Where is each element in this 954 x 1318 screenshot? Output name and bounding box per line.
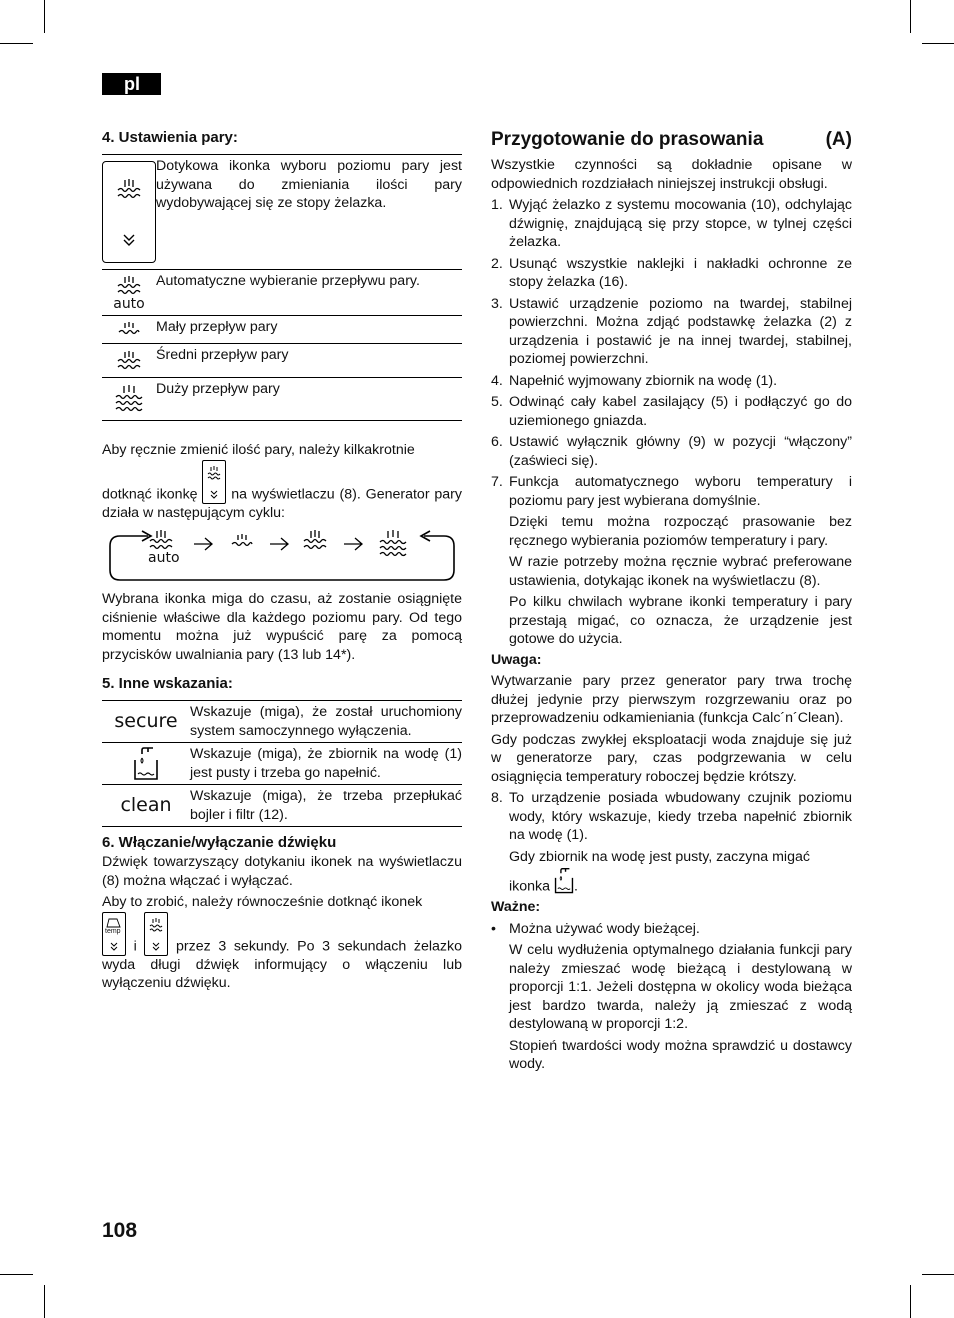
list-item: 5. Odwinąć cały kabel zasilający (5) i podłączyć go do uziemionego gniazda. xyxy=(491,394,852,429)
water-tank-icon xyxy=(102,743,190,784)
list-item: 2. Usunąć wszystkie naklejki i nakładki ochronne ze stopy żelazka (16). xyxy=(491,255,852,290)
steam-select-button-icon xyxy=(202,460,226,504)
list-item: 1. Wyjąć żelazko z systemu mocowania (10), odchylając dźwignię, znajdującą się przy stopce, w tylnej części żelazka. xyxy=(491,197,852,250)
table-row xyxy=(102,378,462,421)
section-title: Przygotowanie do prasowania (A) xyxy=(491,129,852,150)
paragraph: Gdy zbiornik na wodę jest pusty, zaczyna migać xyxy=(509,848,810,865)
chevron-down-icon xyxy=(122,233,136,247)
right-column xyxy=(491,128,852,1074)
list-item: 6. Ustawić wyłącznik główny (9) w pozycji “włączony” (zaświeci się). xyxy=(491,434,852,469)
paragraph: Po kilku chwilach wybrane ikonki temperatury i pary przestają migać, co oznacza, że urządzenie jest gotowe do użycia. xyxy=(509,594,852,647)
paragraph: Wytwarzanie pary przez generator pary trwa trochę dłużej jedynie przy pierwszym rozgrzewaniu oraz po przeprowadzeniu odkamieniania (funkcja Calc´n´Clean). xyxy=(491,673,852,726)
crop-mark xyxy=(44,1285,45,1318)
paragraph: Wszystkie czynności są dokładnie opisane w odpowiednich rozdziałach niniejszej instrukcji obsługi. xyxy=(491,157,852,192)
steam-high-icon xyxy=(380,530,406,556)
row-text: Średni przepływ pary xyxy=(156,347,289,363)
crop-mark xyxy=(0,43,33,44)
table-row xyxy=(102,785,462,827)
steam-medium-icon xyxy=(304,530,326,549)
steam-auto-icon xyxy=(150,530,172,549)
secure-indicator: secure xyxy=(114,710,178,733)
paragraph: W razie potrzeby można ręcznie wybrać preferowane ustawienia, dotykając ikonek na wyświetlaczu (8). xyxy=(509,554,852,589)
row-text: Wskazuje (miga), że został uruchomiony system samoczynnego wyłączenia. xyxy=(190,704,462,739)
indicators-table xyxy=(102,700,462,827)
note-label: Uwaga: xyxy=(491,651,542,668)
left-column xyxy=(102,128,462,993)
table-row xyxy=(102,743,462,785)
list-item: 7. Funkcja automatycznego wyboru temperatury i poziomu pary jest wybierana domyślnie. xyxy=(491,474,852,509)
steam-low-icon xyxy=(232,534,252,546)
list-item: 3. Ustawić urządzenie poziomo na twardej, stabilnej powierzchni. Można zdjąć podstawkę żelazka (2) z urządzenia i postawić je na innej twardej, stabilnej, poziomej powierzchni. xyxy=(491,295,852,367)
steam-low-icon xyxy=(102,316,156,343)
steam-select-touch-icon xyxy=(102,161,156,263)
section-6-title: 6. Włączanie/wyłączanie dźwięku xyxy=(102,834,337,851)
steam-medium-icon xyxy=(102,344,156,377)
crop-mark xyxy=(0,1274,33,1275)
important-label: Ważne: xyxy=(491,899,541,915)
table-row xyxy=(102,316,462,344)
temp-button-icon xyxy=(102,912,126,956)
row-text: Wskazuje (miga), że zbiornik na wodę (1) jest pusty i trzeba go napełnić. xyxy=(190,746,462,781)
paragraph: Gdy podczas zwykłej eksploatacji woda znajduje się już w generatorze pary, czas podgrzewania w celu osiągnięcia temperatury roboczej będzie krótszy. xyxy=(491,731,852,785)
steam-auto-icon xyxy=(102,270,156,315)
steps-list xyxy=(491,196,852,510)
water-tank-icon xyxy=(554,866,574,896)
row-text: Mały przepływ pary xyxy=(156,319,278,335)
steam-icon xyxy=(116,178,142,202)
row-text: Duży przepływ pary xyxy=(156,381,280,397)
cycle-auto-label: auto xyxy=(148,550,180,566)
list-item: 8. To urządzenie posiada wbudowany czujnik poziomu wody, który wskazuje, kiedy trzeba napełnić zbiornik na wodę (1). xyxy=(491,790,852,843)
clean-indicator: clean xyxy=(120,794,172,817)
paragraph: Dzięki temu można rozpocząć prasowanie bez ręcznego wybierania poziomów temperatury i pary. xyxy=(509,514,852,549)
auto-label: auto xyxy=(113,295,145,312)
table-row xyxy=(102,344,462,378)
steam-cycle-diagram xyxy=(102,530,462,582)
row-text: Automatyczne wybieranie przepływu pary. xyxy=(156,273,420,289)
list-item: 4. Napełnić wyjmowany zbiornik na wodę (1). xyxy=(491,372,778,389)
table-row xyxy=(102,270,462,316)
crop-mark xyxy=(910,1285,911,1318)
list-item: • Można używać wody bieżącej. xyxy=(491,920,700,937)
paragraph: temp i przez 3 sekundy. Po 3 sekundach żelazko wyda długi dźwięk informujący o włączeniu lub wyłączeniu dźwięku. xyxy=(102,912,462,993)
paragraph: Aby to zrobić, należy równocześnie dotknąć ikonek xyxy=(102,894,423,910)
paragraph: Dźwięk towarzyszący dotykaniu ikonek na wyświetlaczu (8) można włączać i wyłączać. xyxy=(102,854,462,889)
paragraph: Aby ręcznie zmienić ilość pary, należy kilkakrotnie xyxy=(102,442,415,458)
steam-select-button-icon xyxy=(144,912,168,956)
section-5-title: 5. Inne wskazania: xyxy=(102,675,233,692)
steam-settings-table xyxy=(102,154,462,421)
paragraph: W celu wydłużenia optymalnego działania funkcji pary należy zmieszać wodę bieżącą i destylowaną w proporcji 1:1. Jeżeli dostępna w okolicy woda bieżąca jest bardzo twarda, należy ją zmieszać z wodą destylowaną w proporcji 1:2. xyxy=(509,942,852,1032)
crop-mark xyxy=(910,0,911,33)
paragraph: dotknąć ikonkę na wyświetlaczu (8). Generator pary działa w następującym cyklu: xyxy=(102,460,462,523)
section-4-title: 4. Ustawienia pary: xyxy=(102,129,238,146)
paragraph: Wybrana ikonka miga do czasu, aż zostanie osiągnięte ciśnienie właściwe dla każdego poziomu pary. Od tego momentu można już wypuścić parę za pomocą przycisków uwalniania pary (13 lub 14*). xyxy=(102,591,462,663)
crop-mark xyxy=(922,43,954,44)
row-text: Dotykowa ikonka wyboru poziomu pary jest używana do zmieniania ilości pary wydobywającej się ze stopy żelazka. xyxy=(156,158,462,211)
crop-mark xyxy=(922,1274,954,1275)
temp-label: temp xyxy=(105,927,121,935)
table-row xyxy=(102,701,462,743)
row-text: Wskazuje (miga), że trzeba przepłukać bojler i filtr (12). xyxy=(190,788,462,823)
crop-mark xyxy=(44,0,45,33)
paragraph: Stopień twardości wody można sprawdzić u dostawcy wody. xyxy=(509,1037,852,1072)
paragraph: ikonka . xyxy=(491,866,852,896)
page-number: 108 xyxy=(102,1219,138,1242)
steam-high-icon xyxy=(102,378,156,420)
language-tab: pl xyxy=(102,73,161,95)
figure-ref: (A) xyxy=(825,129,852,150)
table-row xyxy=(102,155,462,270)
